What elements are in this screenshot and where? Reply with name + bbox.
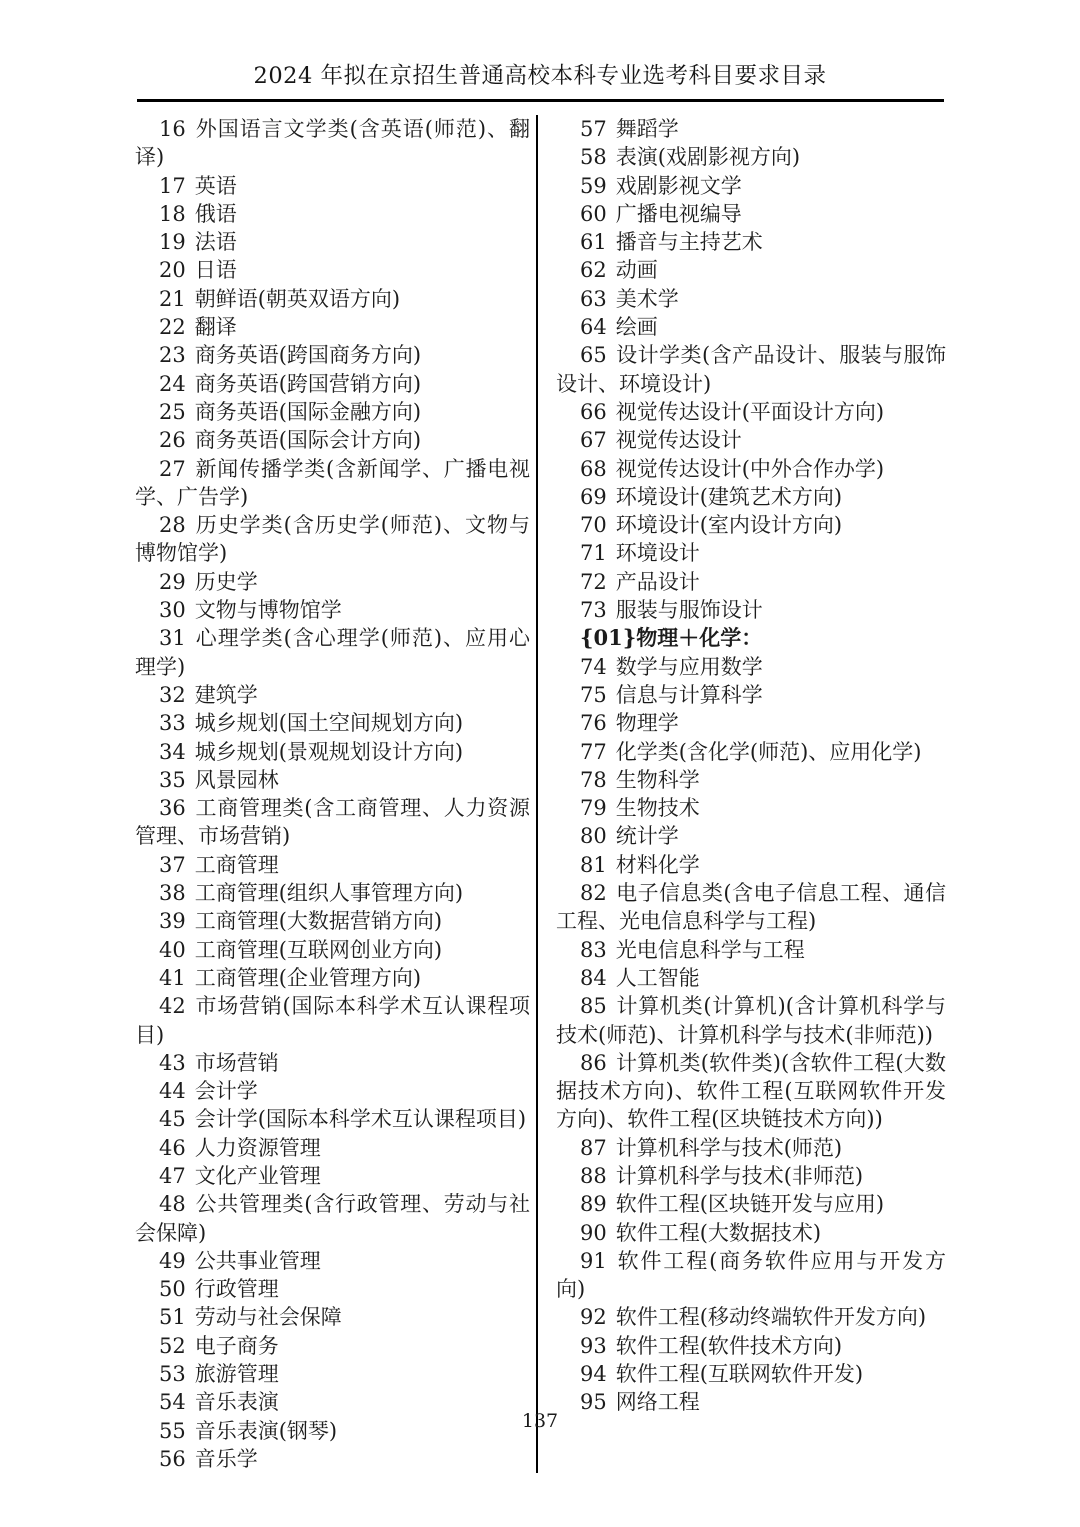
entry-number: 57 — [580, 117, 607, 141]
entry-text: 会计学 — [194, 1079, 258, 1104]
entry-number: 24 — [159, 371, 186, 396]
entry-number: 44 — [159, 1079, 186, 1104]
entry-text: 服装与服饰设计 — [615, 598, 763, 623]
entry-number: 52 — [159, 1333, 186, 1358]
major-entry — [556, 1162, 946, 1190]
major-entry — [135, 596, 530, 624]
entry-text: 表演(戏剧影视方向) — [615, 145, 801, 170]
entry-text: 软件工程(大数据技术) — [615, 1220, 822, 1245]
entry-text: 商务英语(国际会计方向) — [194, 428, 422, 453]
entry-text: 商务英语(跨国营销方向) — [194, 371, 422, 396]
content-columns — [135, 115, 946, 1473]
entry-number: 31 — [159, 626, 186, 651]
entry-number: 92 — [580, 1305, 607, 1330]
major-entry — [135, 313, 530, 341]
entry-number: 91 — [580, 1248, 607, 1273]
entry-text: 计算机科学与技术(非师范) — [615, 1163, 864, 1188]
entry-text: 计算机类(软件类)(含软件工程(大数据技术方向)、软件工程(互联网软件开发方向)、软件工程(区块链技术方向)) — [556, 1050, 946, 1132]
major-entry — [135, 1162, 530, 1190]
entry-number: 46 — [159, 1135, 186, 1160]
entry-text: 生物科学 — [615, 767, 700, 792]
entry-text: 公共事业管理 — [194, 1248, 321, 1273]
entry-number: 20 — [159, 258, 186, 283]
major-entry — [135, 1303, 530, 1331]
entry-text: 法语 — [194, 230, 237, 255]
major-entry — [135, 200, 530, 228]
major-entry — [135, 851, 530, 879]
page-title: 2024 年拟在京招生普通高校本科专业选考科目要求目录 — [253, 63, 827, 89]
entry-text: 人工智能 — [615, 965, 700, 990]
entry-text: 工商管理(企业管理方向) — [194, 965, 422, 990]
entry-number: 89 — [580, 1192, 607, 1217]
header-divider-rule — [137, 99, 944, 102]
entry-text: 历史学类(含历史学(师范)、文物与博物馆学) — [135, 513, 530, 566]
entry-text: 舞蹈学 — [615, 117, 679, 141]
entry-text: 电子商务 — [194, 1333, 279, 1358]
entry-number: 78 — [580, 767, 607, 792]
entry-number: 18 — [159, 201, 186, 226]
major-entry — [556, 398, 946, 426]
entry-number: 68 — [580, 456, 607, 481]
major-entry — [135, 370, 530, 398]
entry-text: 商务英语(跨国商务方向) — [194, 343, 422, 368]
major-entry — [556, 1049, 946, 1134]
entry-number: 28 — [159, 513, 186, 538]
entry-text: 翻译 — [194, 315, 237, 340]
major-entry — [556, 992, 946, 1049]
major-entry — [556, 596, 946, 624]
entry-number: 88 — [580, 1163, 607, 1188]
entry-number: 81 — [580, 852, 607, 877]
entry-text: 朝鲜语(朝英双语方向) — [194, 286, 401, 311]
major-entry — [135, 936, 530, 964]
major-entry — [556, 1219, 946, 1247]
major-entry — [135, 709, 530, 737]
entry-text: 日语 — [194, 258, 237, 283]
entry-number: 69 — [580, 484, 607, 509]
entry-number: 41 — [159, 965, 186, 990]
entry-number: 53 — [159, 1362, 186, 1387]
major-entry — [135, 1247, 530, 1275]
major-entry — [135, 511, 530, 568]
entry-number: 40 — [159, 937, 186, 962]
major-entry — [135, 907, 530, 935]
entry-text: 数学与应用数学 — [615, 654, 763, 679]
entry-text: 文化产业管理 — [194, 1163, 321, 1188]
entry-text: 环境设计(建筑艺术方向) — [615, 484, 843, 509]
entry-number: 36 — [159, 796, 186, 821]
entry-text: 人力资源管理 — [194, 1135, 321, 1160]
entry-text: 软件工程(软件技术方向) — [615, 1333, 843, 1358]
entry-number: 34 — [159, 739, 186, 764]
major-entry — [556, 256, 946, 284]
entry-text: 会计学(国际本科学术互认课程项目) — [194, 1107, 527, 1132]
entry-text: 动画 — [615, 258, 658, 283]
major-entry — [556, 426, 946, 454]
entry-text: 视觉传达设计(平面设计方向) — [615, 399, 885, 424]
entry-text: 公共管理类(含行政管理、劳动与社会保障) — [135, 1192, 530, 1245]
entry-number: 86 — [580, 1050, 607, 1075]
entry-number: 77 — [580, 739, 607, 764]
major-entry — [135, 228, 530, 256]
entry-number: 61 — [580, 230, 607, 255]
major-entry — [135, 879, 530, 907]
entry-text: 历史学 — [194, 569, 258, 594]
entry-text: 计算机科学与技术(师范) — [615, 1135, 843, 1160]
major-entry — [556, 539, 946, 567]
major-entry — [135, 1105, 530, 1133]
major-entry — [556, 1190, 946, 1218]
entry-text: 设计学类(含产品设计、服装与服饰设计、环境设计) — [556, 343, 946, 396]
entry-number: 55 — [159, 1418, 186, 1443]
entry-number: 75 — [580, 682, 607, 707]
entry-text: 信息与计算科学 — [615, 682, 763, 707]
major-entry — [135, 341, 530, 369]
major-entry — [556, 172, 946, 200]
major-entry — [135, 738, 530, 766]
entry-number: 67 — [580, 428, 607, 453]
major-entry — [556, 115, 946, 143]
entry-text: 软件工程(移动终端软件开发方向) — [615, 1305, 927, 1330]
entry-text: 绘画 — [615, 315, 658, 340]
entry-number: 70 — [580, 513, 607, 538]
entry-text: 商务英语(国际金融方向) — [194, 399, 422, 424]
major-entry — [556, 228, 946, 256]
major-entry — [556, 936, 946, 964]
entry-number: 76 — [580, 711, 607, 736]
major-entry — [556, 285, 946, 313]
entry-number: 49 — [159, 1248, 186, 1273]
entry-number: 38 — [159, 881, 186, 906]
major-entry — [556, 822, 946, 850]
section-heading — [556, 624, 946, 652]
entry-number: 26 — [159, 428, 186, 453]
entry-number: 58 — [580, 145, 607, 170]
entry-number: 56 — [159, 1446, 186, 1471]
entry-number: 74 — [580, 654, 607, 679]
major-entry — [135, 1049, 530, 1077]
entry-number: 37 — [159, 852, 186, 877]
entry-number: 62 — [580, 258, 607, 283]
major-entry — [135, 172, 530, 200]
entry-text: 戏剧影视文学 — [615, 173, 742, 198]
entry-number: 35 — [159, 767, 186, 792]
major-entry — [135, 1077, 530, 1105]
entry-number: 51 — [159, 1305, 186, 1330]
entry-number: 32 — [159, 682, 186, 707]
entry-text: 文物与博物馆学 — [194, 598, 342, 623]
entry-text: 城乡规划(景观规划设计方向) — [194, 739, 464, 764]
entry-text: 美术学 — [615, 286, 679, 311]
entry-number: 19 — [159, 230, 186, 255]
entry-text: 材料化学 — [615, 852, 700, 877]
document-footer — [0, 1410, 1080, 1432]
entry-number: 17 — [159, 173, 186, 198]
entry-text: 播音与主持艺术 — [615, 230, 763, 255]
major-entry — [556, 1247, 946, 1304]
entry-number: 66 — [580, 399, 607, 424]
entry-number: 93 — [580, 1333, 607, 1358]
major-entry — [556, 1303, 946, 1331]
entry-number: 21 — [159, 286, 186, 311]
major-entry — [135, 115, 530, 172]
page-number: 137 — [521, 1410, 559, 1432]
major-entry — [556, 851, 946, 879]
entry-number: 16 — [159, 117, 186, 141]
entry-text: 网络工程 — [615, 1390, 700, 1415]
entry-text: 音乐表演 — [194, 1390, 279, 1415]
entry-number: 71 — [580, 541, 607, 566]
entry-text: 旅游管理 — [194, 1362, 279, 1387]
entry-number: 23 — [159, 343, 186, 368]
entry-text: 音乐学 — [194, 1446, 258, 1471]
entry-text: 新闻传播学类(含新闻学、广播电视学、广告学) — [135, 456, 530, 509]
major-entry — [135, 1332, 530, 1360]
major-entry — [135, 794, 530, 851]
major-entry — [556, 511, 946, 539]
entry-number: 25 — [159, 399, 186, 424]
major-entry — [135, 398, 530, 426]
entry-text: 城乡规划(国土空间规划方向) — [194, 711, 464, 736]
entry-number: 47 — [159, 1163, 186, 1188]
major-entry — [135, 624, 530, 681]
major-entry — [556, 143, 946, 171]
entry-text: 计算机类(计算机)(含计算机科学与技术(师范)、计算机科学与技术(非师范)) — [556, 994, 946, 1047]
entry-text: 广播电视编导 — [615, 201, 742, 226]
major-entry — [135, 426, 530, 454]
entry-text: 软件工程(互联网软件开发) — [615, 1362, 864, 1387]
entry-text: 软件工程(区块链开发与应用) — [615, 1192, 885, 1217]
entry-text: 工商管理(互联网创业方向) — [194, 937, 443, 962]
entry-number: 95 — [580, 1390, 607, 1415]
entry-number: 43 — [159, 1050, 186, 1075]
entry-number: 72 — [580, 569, 607, 594]
section-label: {01}物理＋化学： — [580, 625, 763, 651]
entry-number: 85 — [580, 994, 607, 1019]
entry-text: 产品设计 — [615, 569, 700, 594]
entry-text: 劳动与社会保障 — [194, 1305, 342, 1330]
entry-text: 视觉传达设计 — [615, 428, 742, 453]
entry-number: 84 — [580, 965, 607, 990]
major-entry — [135, 681, 530, 709]
major-entry — [556, 455, 946, 483]
entry-number: 65 — [580, 343, 607, 368]
entry-text: 生物技术 — [615, 796, 700, 821]
entry-text: 软件工程(商务软件应用与开发方向) — [556, 1248, 946, 1302]
entry-number: 80 — [580, 824, 607, 849]
major-entry — [556, 794, 946, 822]
entry-text: 音乐表演(钢琴) — [194, 1418, 338, 1443]
entry-text: 环境设计(室内设计方向) — [615, 513, 843, 538]
entry-text: 俄语 — [194, 201, 237, 226]
entry-text: 物理学 — [615, 711, 679, 736]
entry-number: 42 — [159, 994, 186, 1019]
entry-text: 心理学类(含心理学(师范)、应用心理学) — [135, 626, 530, 679]
entry-number: 33 — [159, 711, 186, 736]
major-entry — [135, 568, 530, 596]
entry-number: 63 — [580, 286, 607, 311]
major-entry — [135, 285, 530, 313]
entry-text: 市场营销 — [194, 1050, 279, 1075]
entry-text: 行政管理 — [194, 1277, 279, 1302]
major-entry — [556, 568, 946, 596]
entry-number: 59 — [580, 173, 607, 198]
entry-text: 工商管理(组织人事管理方向) — [194, 881, 464, 906]
major-entry — [556, 1360, 946, 1388]
major-entry — [135, 766, 530, 794]
major-entry — [556, 341, 946, 398]
entry-number: 82 — [580, 881, 607, 906]
major-entry — [556, 1134, 946, 1162]
entry-text: 化学类(含化学(师范)、应用化学) — [615, 739, 922, 764]
entry-text: 风景园林 — [194, 767, 279, 792]
right-column — [556, 115, 946, 1473]
major-entry — [556, 653, 946, 681]
entry-number: 94 — [580, 1362, 607, 1387]
major-entry — [556, 738, 946, 766]
major-entry — [556, 964, 946, 992]
entry-number: 22 — [159, 315, 186, 340]
entry-text: 光电信息科学与工程 — [615, 937, 805, 962]
entry-text: 工商管理类(含工商管理、人力资源管理、市场营销) — [135, 796, 530, 849]
major-entry — [556, 681, 946, 709]
entry-text: 建筑学 — [194, 682, 258, 707]
major-entry — [135, 1134, 530, 1162]
major-entry — [135, 1360, 530, 1388]
entry-text: 视觉传达设计(中外合作办学) — [615, 456, 885, 481]
entry-number: 27 — [159, 456, 186, 481]
major-entry — [135, 455, 530, 512]
document-header — [0, 0, 1080, 102]
entry-text: 环境设计 — [615, 541, 700, 566]
major-entry — [135, 1190, 530, 1247]
entry-number: 39 — [159, 909, 186, 934]
entry-number: 54 — [159, 1390, 186, 1415]
column-divider-line — [536, 115, 538, 1473]
major-entry — [556, 1332, 946, 1360]
entry-number: 48 — [159, 1192, 186, 1217]
entry-number: 64 — [580, 315, 607, 340]
major-entry — [556, 200, 946, 228]
entry-text: 工商管理(大数据营销方向) — [194, 909, 443, 934]
major-entry — [135, 1445, 530, 1473]
major-entry — [556, 709, 946, 737]
entry-text: 市场营销(国际本科学术互认课程项目) — [135, 994, 530, 1047]
entry-number: 90 — [580, 1220, 607, 1245]
major-entry — [556, 879, 946, 936]
major-entry — [556, 313, 946, 341]
entry-number: 50 — [159, 1277, 186, 1302]
major-entry — [135, 964, 530, 992]
entry-text: 英语 — [194, 173, 237, 198]
entry-number: 29 — [159, 569, 186, 594]
entry-number: 45 — [159, 1107, 186, 1132]
entry-number: 87 — [580, 1135, 607, 1160]
major-entry — [556, 766, 946, 794]
entry-number: 60 — [580, 201, 607, 226]
entry-number: 83 — [580, 937, 607, 962]
major-entry — [135, 992, 530, 1049]
major-entry — [135, 1275, 530, 1303]
major-entry — [135, 256, 530, 284]
left-column — [135, 115, 530, 1473]
entry-text: 外国语言文学类(含英语(师范)、翻译) — [135, 117, 530, 170]
entry-number: 73 — [580, 598, 607, 623]
entry-text: 统计学 — [615, 824, 679, 849]
entry-text: 工商管理 — [194, 852, 279, 877]
entry-text: 电子信息类(含电子信息工程、通信工程、光电信息科学与工程) — [556, 881, 946, 934]
entry-number: 79 — [580, 796, 607, 821]
entry-number: 30 — [159, 598, 186, 623]
major-entry — [556, 483, 946, 511]
